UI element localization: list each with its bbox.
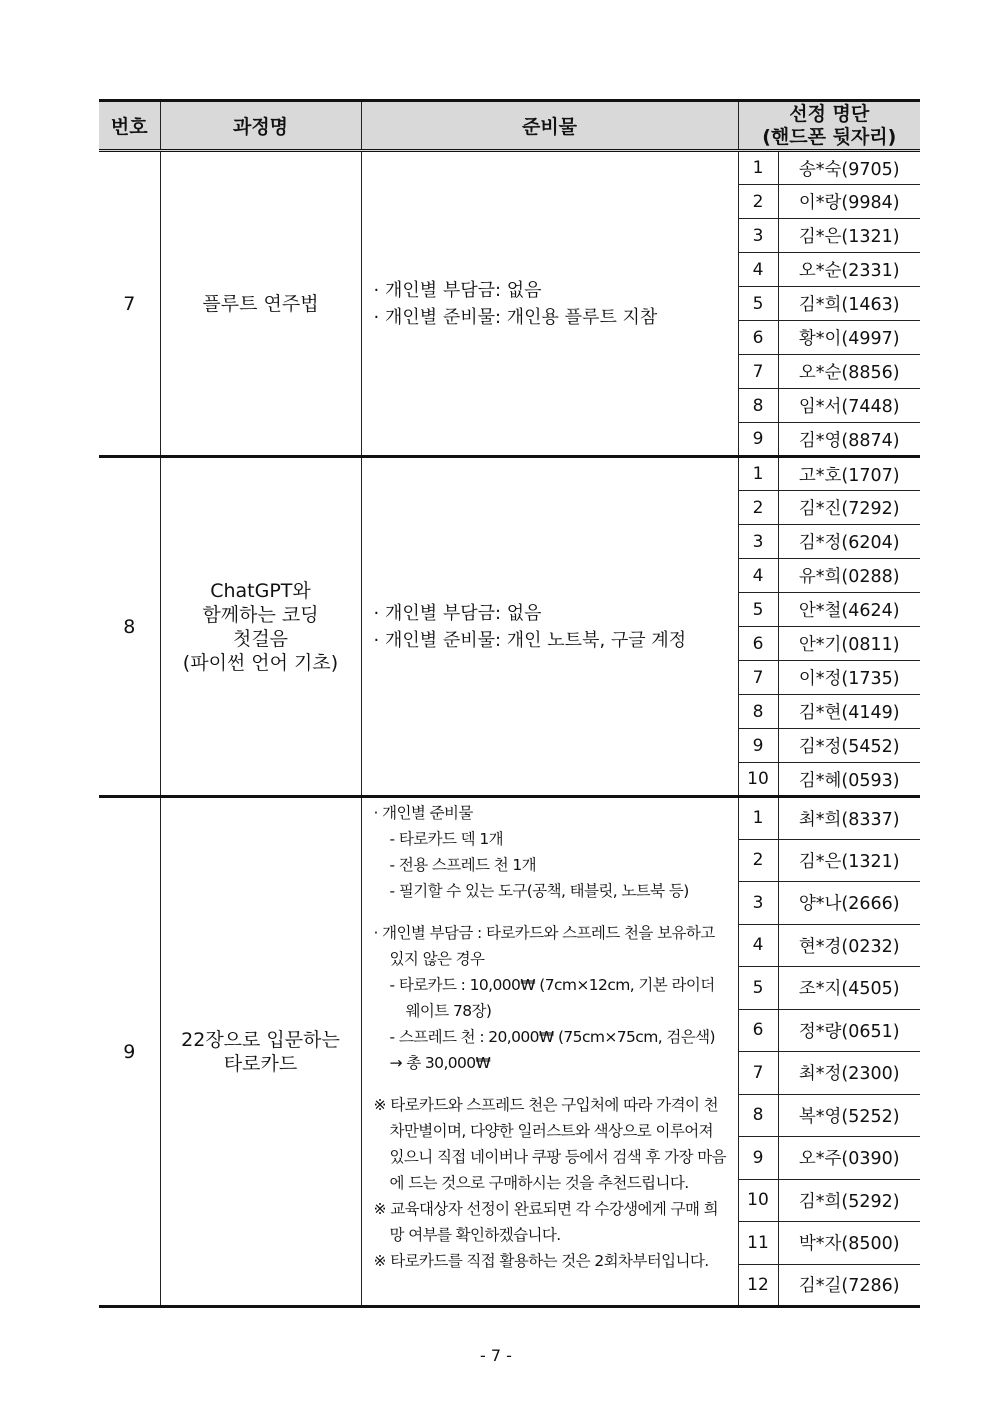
cost-item: - 스프레드 천 : 20,000₩ (75cm×75cm, 검은색): [389, 1028, 715, 1046]
course-group-9: [99, 797, 920, 1307]
selected-number: 6: [738, 627, 778, 661]
selected-number: 1: [738, 797, 778, 840]
supply-item: - 필기할 수 있는 도구(공책, 태블릿, 노트북 등): [389, 882, 689, 900]
header-selected-sub: (핸드폰 뒷자리): [762, 125, 897, 148]
selected-number: 9: [738, 1137, 778, 1180]
selected-number: 6: [738, 321, 778, 355]
selected-number: 5: [738, 593, 778, 627]
table-row: [99, 457, 920, 491]
course-name-line: 함께하는 코딩: [202, 603, 319, 626]
selected-name: 조*지(4505): [778, 967, 920, 1010]
selected-name: 최*정(2300): [778, 1052, 920, 1095]
selected-name: 황*이(4997): [778, 321, 920, 355]
course-prep: [361, 151, 738, 457]
selected-name: 박*자(8500): [778, 1222, 920, 1265]
selected-name: 이*정(1735): [778, 661, 920, 695]
course-name: [160, 151, 361, 457]
selected-name: 임*서(7448): [778, 389, 920, 423]
selected-name: 안*기(0811): [778, 627, 920, 661]
header-prep: 준비물: [361, 101, 738, 151]
selected-name: 김*은(1321): [778, 219, 920, 253]
supplies-title: · 개인별 준비물: [373, 804, 473, 822]
selected-number: 8: [738, 1094, 778, 1137]
course-name-line: 22장으로 입문하는: [181, 1028, 340, 1051]
supply-item: - 전용 스프레드 천 1개: [389, 856, 537, 874]
selected-name: 김*현(4149): [778, 695, 920, 729]
header-row: [99, 101, 920, 151]
selected-number: 7: [738, 355, 778, 389]
header-selected: [738, 101, 920, 151]
selected-number: 9: [738, 423, 778, 457]
selected-number: 1: [738, 151, 778, 185]
selected-number: 5: [738, 967, 778, 1010]
selected-name: 오*순(2331): [778, 253, 920, 287]
page-number: - 7 -: [480, 1346, 512, 1365]
course-group-7: [99, 151, 920, 457]
selected-name: 오*순(8856): [778, 355, 920, 389]
selected-name: 김*은(1321): [778, 839, 920, 882]
note-item: ※ 교육대상자 선정이 완료되면 각 수강생에게 구매 희망 여부를 확인하겠습니다.: [373, 1200, 719, 1244]
header-number: 번호: [99, 101, 160, 151]
selected-name: 김*영(8874): [778, 423, 920, 457]
selected-number: 6: [738, 1009, 778, 1052]
selected-name: 유*희(0288): [778, 559, 920, 593]
selected-number: 3: [738, 882, 778, 925]
selected-number: 3: [738, 525, 778, 559]
table-row: [99, 151, 920, 185]
note-item: ※ 타로카드를 직접 활용하는 것은 2회차부터입니다.: [373, 1252, 709, 1270]
selected-name: 김*길(7286): [778, 1264, 920, 1307]
selected-number: 7: [738, 661, 778, 695]
prep-line: · 개인별 부담금: 없음: [373, 279, 542, 301]
selected-number: 2: [738, 839, 778, 882]
header-course: 과정명: [160, 101, 361, 151]
selected-name: 김*혜(0593): [778, 763, 920, 797]
selected-number: 7: [738, 1052, 778, 1095]
table-row: [99, 797, 920, 840]
selected-number: 4: [738, 924, 778, 967]
selected-name: 김*희(5292): [778, 1179, 920, 1222]
course-name-line: 타로카드: [223, 1052, 298, 1075]
course-name: [160, 457, 361, 797]
course-name-line: ChatGPT와: [210, 579, 311, 602]
selected-number: 10: [738, 763, 778, 797]
selected-name: 김*희(1463): [778, 287, 920, 321]
prep-line: · 개인별 준비물: 개인 노트북, 구글 계정: [373, 629, 687, 651]
selected-name: 김*정(6204): [778, 525, 920, 559]
cost-item: - 타로카드 : 10,000₩ (7cm×12cm, 기본 라이더 웨이트 78장): [389, 976, 715, 1020]
selected-number: 8: [738, 389, 778, 423]
selected-number: 12: [738, 1264, 778, 1307]
selected-name: 정*량(0651): [778, 1009, 920, 1052]
spacer: [374, 904, 732, 920]
selected-name: 송*숙(9705): [778, 151, 920, 185]
cost-total: → 총 30,000₩: [389, 1054, 491, 1072]
course-group-8: [99, 457, 920, 797]
selected-name: 김*진(7292): [778, 491, 920, 525]
selected-name: 이*랑(9984): [778, 185, 920, 219]
course-name-line: (파이썬 언어 기초): [182, 651, 339, 674]
selected-number: 10: [738, 1179, 778, 1222]
selected-number: 3: [738, 219, 778, 253]
selected-number: 11: [738, 1222, 778, 1265]
selected-number: 9: [738, 729, 778, 763]
selected-name: 오*주(0390): [778, 1137, 920, 1180]
course-number: 7: [99, 151, 160, 457]
selected-number: 1: [738, 457, 778, 491]
selected-name: 안*철(4624): [778, 593, 920, 627]
selected-name: 최*희(8337): [778, 797, 920, 840]
selected-name: 양*나(2666): [778, 882, 920, 925]
selected-number: 4: [738, 253, 778, 287]
selected-name: 고*호(1707): [778, 457, 920, 491]
selected-number: 5: [738, 287, 778, 321]
selected-name: 현*경(0232): [778, 924, 920, 967]
selected-name: 김*정(5452): [778, 729, 920, 763]
header-selected-title: 선정 명단: [789, 102, 870, 125]
selected-number: 8: [738, 695, 778, 729]
prep-line: · 개인별 준비물: 개인용 플루트 지참: [373, 306, 658, 328]
supply-item: - 타로카드 덱 1개: [389, 830, 503, 848]
prep-line: · 개인별 부담금: 없음: [373, 602, 542, 624]
selection-table: [99, 99, 920, 1308]
selected-number: 4: [738, 559, 778, 593]
course-prep: [361, 797, 738, 1307]
note-item: ※ 타로카드와 스프레드 천은 구입처에 따라 가격이 천차만별이며, 다양한 일러스트와 색상으로 이루어져 있으니 직접 네이버나 쿠팡 등에서 검색 후 가장 마음에 드는 것으로 구매하시는 것을 추천드립니다.: [373, 1096, 726, 1192]
spacer: [374, 1076, 732, 1092]
selected-number: 2: [738, 185, 778, 219]
course-name: [160, 797, 361, 1307]
selected-name: 복*영(5252): [778, 1094, 920, 1137]
selected-number: 2: [738, 491, 778, 525]
course-number: 9: [99, 797, 160, 1307]
course-prep: [361, 457, 738, 797]
course-number: 8: [99, 457, 160, 797]
cost-title: · 개인별 부담금 : 타로카드와 스프레드 천을 보유하고 있지 않은 경우: [373, 924, 715, 968]
course-name-line: 플루트 연주법: [202, 292, 319, 315]
course-name-line: 첫걸음: [232, 627, 289, 650]
